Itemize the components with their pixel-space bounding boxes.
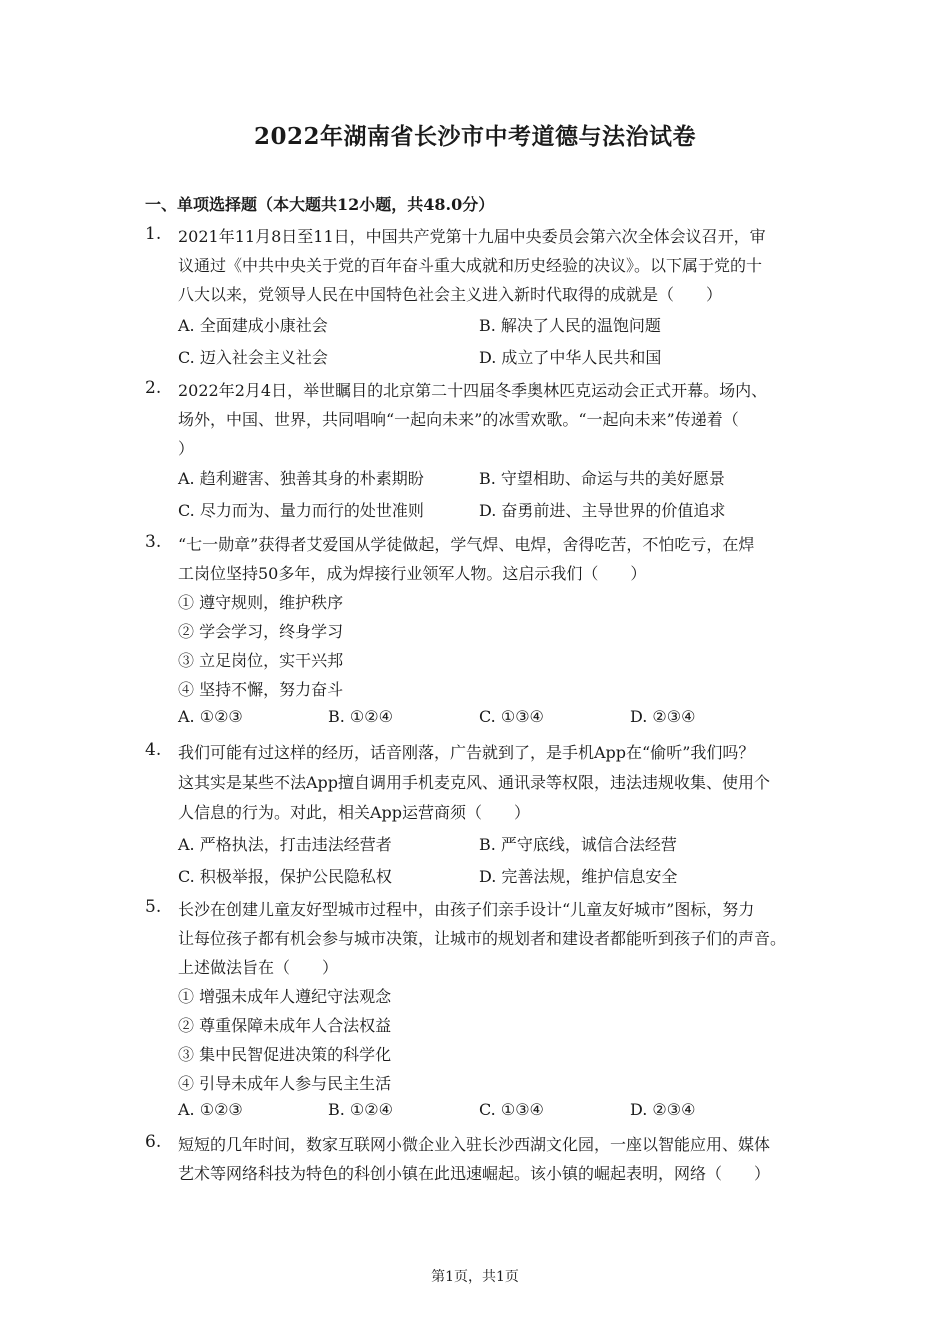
statement-4: ④ 引导未成年人参与民主生活 (178, 1074, 392, 1093)
option-d: D. ②③④ (630, 707, 696, 726)
question-text-line: 工岗位坚持50多年，成为焊接行业领军人物。这启示我们（ ） (178, 564, 647, 583)
question-text-line: 2022年2月4日，举世瞩目的北京第二十四届冬季奥林匹克运动会正式开幕。场内、 (178, 381, 768, 400)
option-c: C. ①③④ (479, 707, 544, 726)
question-text-line: 场外，中国、世界，共同唱响“一起向未来”的冰雪欢歌。“一起向未来”传递着（ (178, 410, 739, 429)
option-b: B. 严守底线，诚信合法经营 (479, 835, 677, 854)
option-a: A. 严格执法，打击违法经营者 (178, 835, 392, 854)
question-text-line: 八大以来，党领导人民在中国特色社会主义进入新时代取得的成就是（ ） (178, 285, 723, 304)
option-b: B. ①②④ (328, 707, 393, 726)
question-text-line: 我们可能有过这样的经历，话音刚落，广告就到了，是手机App在“偷听”我们吗？ (178, 743, 755, 762)
option-b: B. ①②④ (328, 1100, 393, 1119)
statement-2: ② 学会学习，终身学习 (178, 622, 344, 641)
section-heading: 一、单项选择题（本大题共12小题，共48.0分） (145, 195, 495, 214)
question-number: 2. (145, 378, 162, 398)
option-d: D. ②③④ (630, 1100, 696, 1119)
option-d: D. 奋勇前进、主导世界的价值追求 (479, 501, 726, 520)
option-b: B. 守望相助、命运与共的美好愿景 (479, 469, 725, 488)
option-a: A. ①②③ (178, 707, 243, 726)
option-c: C. 迈入社会主义社会 (178, 348, 328, 367)
question-text-line: 议通过《中共中央关于党的百年奋斗重大成就和历史经验的决议》。以下属于党的十 (178, 256, 763, 275)
statement-3: ③ 集中民智促进决策的科学化 (178, 1045, 392, 1064)
statement-1: ① 遵守规则，维护秩序 (178, 593, 344, 612)
question-number: 3. (145, 532, 162, 552)
option-b: B. 解决了人民的温饱问题 (479, 316, 661, 335)
option-c: C. ①③④ (479, 1100, 544, 1119)
statement-2: ② 尊重保障未成年人合法权益 (178, 1016, 392, 1035)
question-text-line: 上述做法旨在（ ） (178, 958, 339, 977)
statement-3: ③ 立足岗位，实干兴邦 (178, 651, 344, 670)
question-text-line: 长沙在创建儿童友好型城市过程中，由孩子们亲手设计“儿童友好城市”图标，努力 (178, 900, 755, 919)
option-c: C. 尽力而为、量力而行的处世准则 (178, 501, 424, 520)
statement-1: ① 增强未成年人遵纪守法观念 (178, 987, 392, 1006)
option-a: A. ①②③ (178, 1100, 243, 1119)
question-text-line: 人信息的行为。对此，相关App运营商须（ ） (178, 803, 531, 822)
question-text-line: 短短的几年时间，数家互联网小微企业入驻长沙西湖文化园，一座以智能应用、媒体 (178, 1135, 771, 1154)
option-c: C. 积极举报，保护公民隐私权 (178, 867, 392, 886)
question-text-line: “七一勋章”获得者艾爱国从学徒做起，学气焊、电焊，舍得吃苦，不怕吃亏，在焊 (178, 535, 755, 554)
question-text-line: 2021年11月8日至11日，中国共产党第十九届中央委员会第六次全体会议召开，审 (178, 227, 766, 246)
option-a: A. 全面建成小康社会 (178, 316, 328, 335)
question-number: 4. (145, 740, 162, 760)
question-number: 6. (145, 1132, 162, 1152)
question-text-line: 让每位孩子都有机会参与城市决策，让城市的规划者和建设者都能听到孩子们的声音。 (178, 929, 787, 948)
question-text-line: 这其实是某些不法App擅自调用手机麦克风、通讯录等权限，违法违规收集、使用个 (178, 773, 771, 792)
option-d: D. 完善法规，维护信息安全 (479, 867, 678, 886)
page-title: 2022年湖南省长沙市中考道德与法治试卷 (253, 123, 696, 150)
question-text-line: ） (178, 439, 195, 458)
statement-4: ④ 坚持不懈，努力奋斗 (178, 680, 344, 699)
question-text-line: 艺术等网络科技为特色的科创小镇在此迅速崛起。该小镇的崛起表明，网络（ ） (178, 1164, 771, 1183)
question-number: 1. (145, 224, 162, 244)
page-footer: 第1页，共1页 (431, 1269, 519, 1285)
option-a: A. 趋利避害、独善其身的朴素期盼 (178, 469, 424, 488)
question-number: 5. (145, 897, 162, 917)
option-d: D. 成立了中华人民共和国 (479, 348, 662, 367)
